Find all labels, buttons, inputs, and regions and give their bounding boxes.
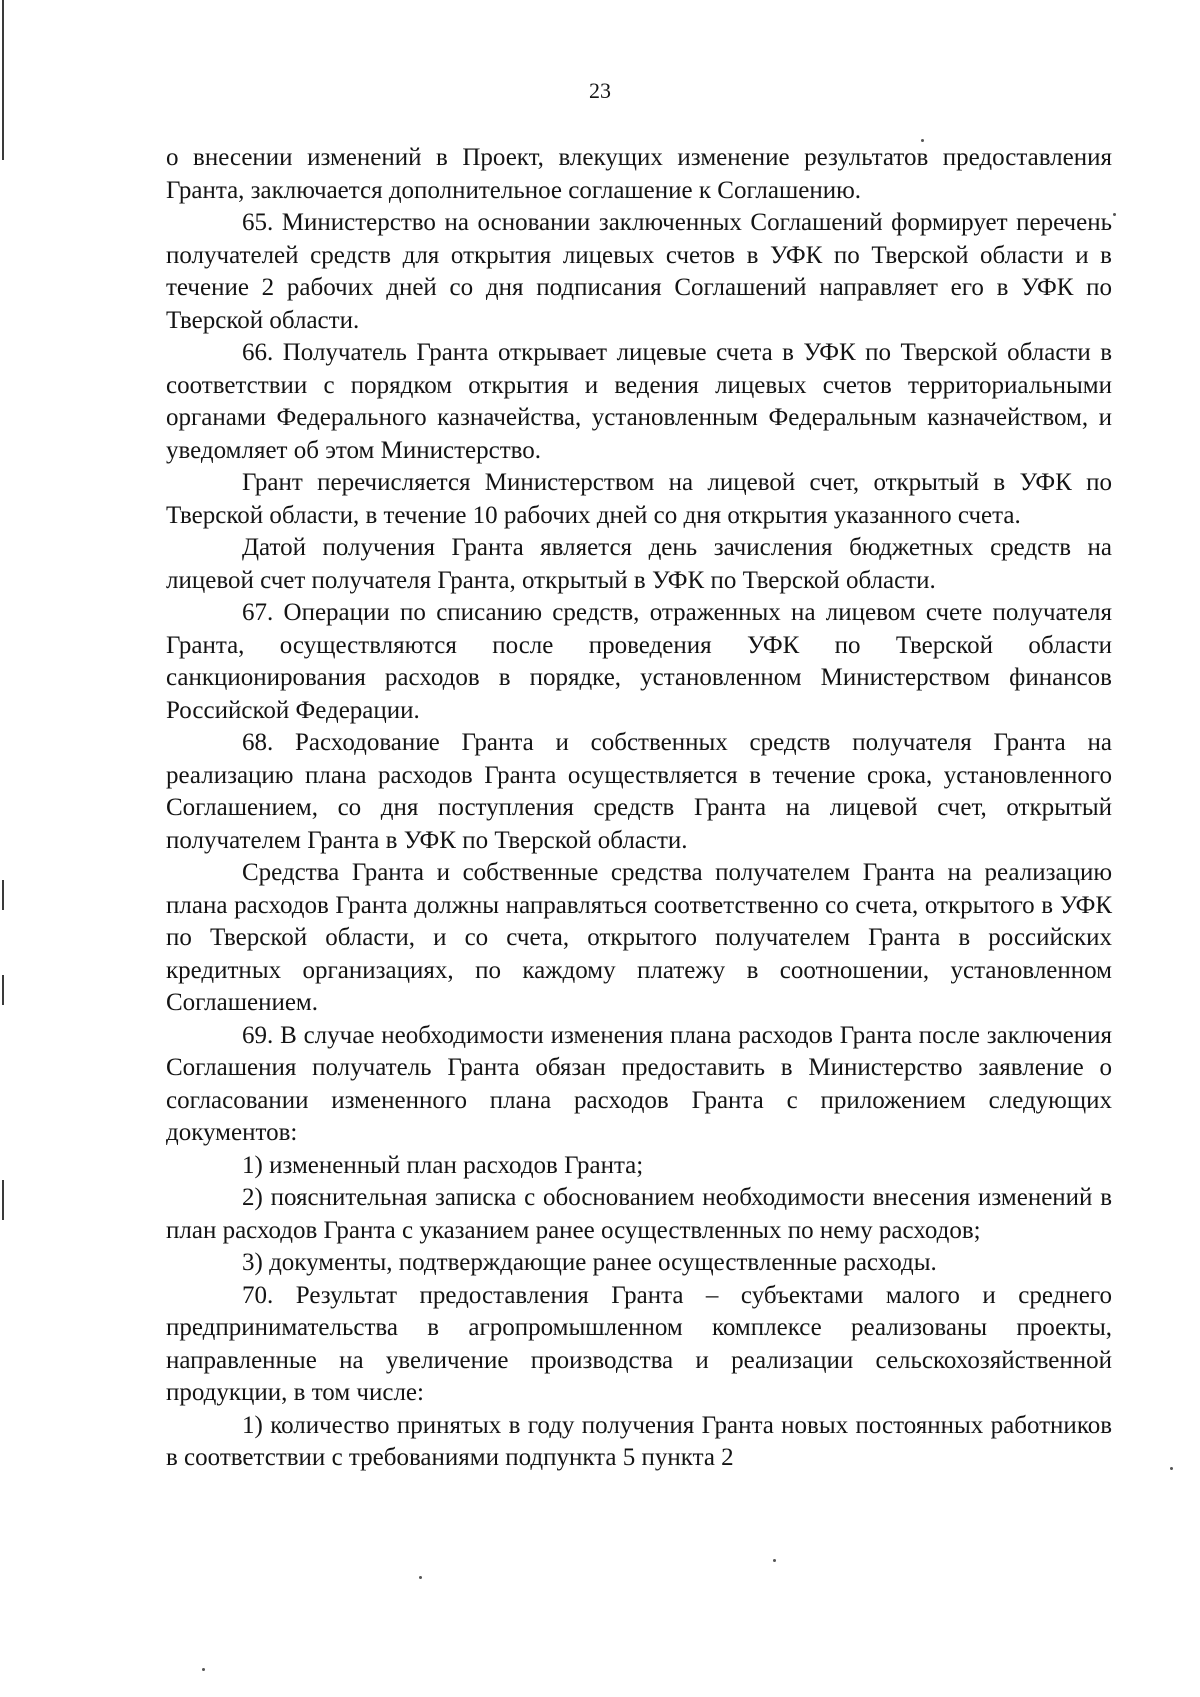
- paragraph-continuation: о внесении изменений в Проект, влекущих изменение результатов предоставления Гранта, заключается дополнительное соглашение к Соглашению.: [166, 144, 1112, 204]
- scan-speck: [1170, 1467, 1173, 1470]
- scan-speck: [773, 1559, 776, 1562]
- document-body: [166, 142, 1112, 1475]
- paragraph-66-transfer: Грант перечисляется Министерством на лицевой счет, открытый в УФК по Тверской области, в течение 10 рабочих дней со дня открытия указанного счета.: [166, 469, 1112, 529]
- scan-edge-line: [2, 975, 4, 1005]
- paragraph-66: 66. Получатель Гранта открывает лицевые счета в УФК по Тверской области в соответствии с порядком открытия и ведения лицевых счетов территориальными органами Федерального казначейства, установленным Федеральным казначейством, и уведомляет об этом Министерство.: [166, 339, 1112, 464]
- paragraph-70-item-1: 1) количество принятых в году получения Гранта новых постоянных работников в соответствии с требованиями подпункта 5 пункта 2: [166, 1411, 1112, 1471]
- paragraph-70: 70. Результат предоставления Гранта – субъектами малого и среднего предпринимательства в агропромышленном комплексе реализованы проекты, направленные на увеличение производства и реализации сельскохозяйственной продукции, в том числе:: [166, 1281, 1112, 1406]
- scan-edge-line: [2, 880, 4, 910]
- scan-speck: [202, 1668, 205, 1671]
- page-number: 23: [589, 78, 611, 103]
- paragraph-69-item-3: 3) документы, подтверждающие ранее осуществленные расходы.: [242, 1249, 937, 1276]
- paragraph-68: 68. Расходование Гранта и собственных средств получателя Гранта на реализацию плана расходов Гранта осуществляется в течение срока, установленного Соглашением, со дня поступления средств Гранта на лицевой счет, открытый получателем Гранта в УФК по Тверской области.: [166, 729, 1112, 854]
- paragraph-69-item-1: 1) измененный план расходов Гранта;: [242, 1151, 644, 1179]
- paragraph-66-receipt-date: Датой получения Гранта является день зачисления бюджетных средств на лицевой счет получателя Гранта, открытый в УФК по Тверской области.: [166, 534, 1112, 594]
- paragraph-67: 67. Операции по списанию средств, отраженных на лицевом счете получателя Гранта, осуществляются после проведения УФК по Тверской области санкционирования расходов в порядке, установленном Министерством финансов Российской Федерации.: [166, 599, 1112, 724]
- paragraph-65: 65. Министерство на основании заключенных Соглашений формирует перечень получателей средств для открытия лицевых счетов в УФК по Тверской области и в течение 2 рабочих дней со дня подписания Соглашений направляет его в УФК по Тверской области.: [166, 209, 1112, 334]
- paragraph-69: 69. В случае необходимости изменения плана расходов Гранта после заключения Соглашения получатель Гранта обязан предоставить в Министерство заявление о согласовании измененного плана расходов Гранта с приложением следующих документов:: [166, 1021, 1112, 1146]
- scan-edge-line: [2, 1180, 4, 1220]
- scan-speck: [419, 1576, 422, 1579]
- scan-speck: [1113, 213, 1116, 216]
- paragraph-69-item-2: 2) пояснительная записка с обоснованием необходимости внесения изменений в план расходов Гранта с указанием ранее осуществленных по нему расходов;: [166, 1184, 1112, 1244]
- paragraph-68-funds: Средства Гранта и собственные средства получателем Гранта на реализацию плана расходов Гранта должны направляться соответственно со счета, открытого в УФК по Тверской области, и со счета, открытого получателем Гранта в российских кредитных организациях, по каждому платежу в соотношении, установленном Соглашением.: [166, 859, 1112, 1016]
